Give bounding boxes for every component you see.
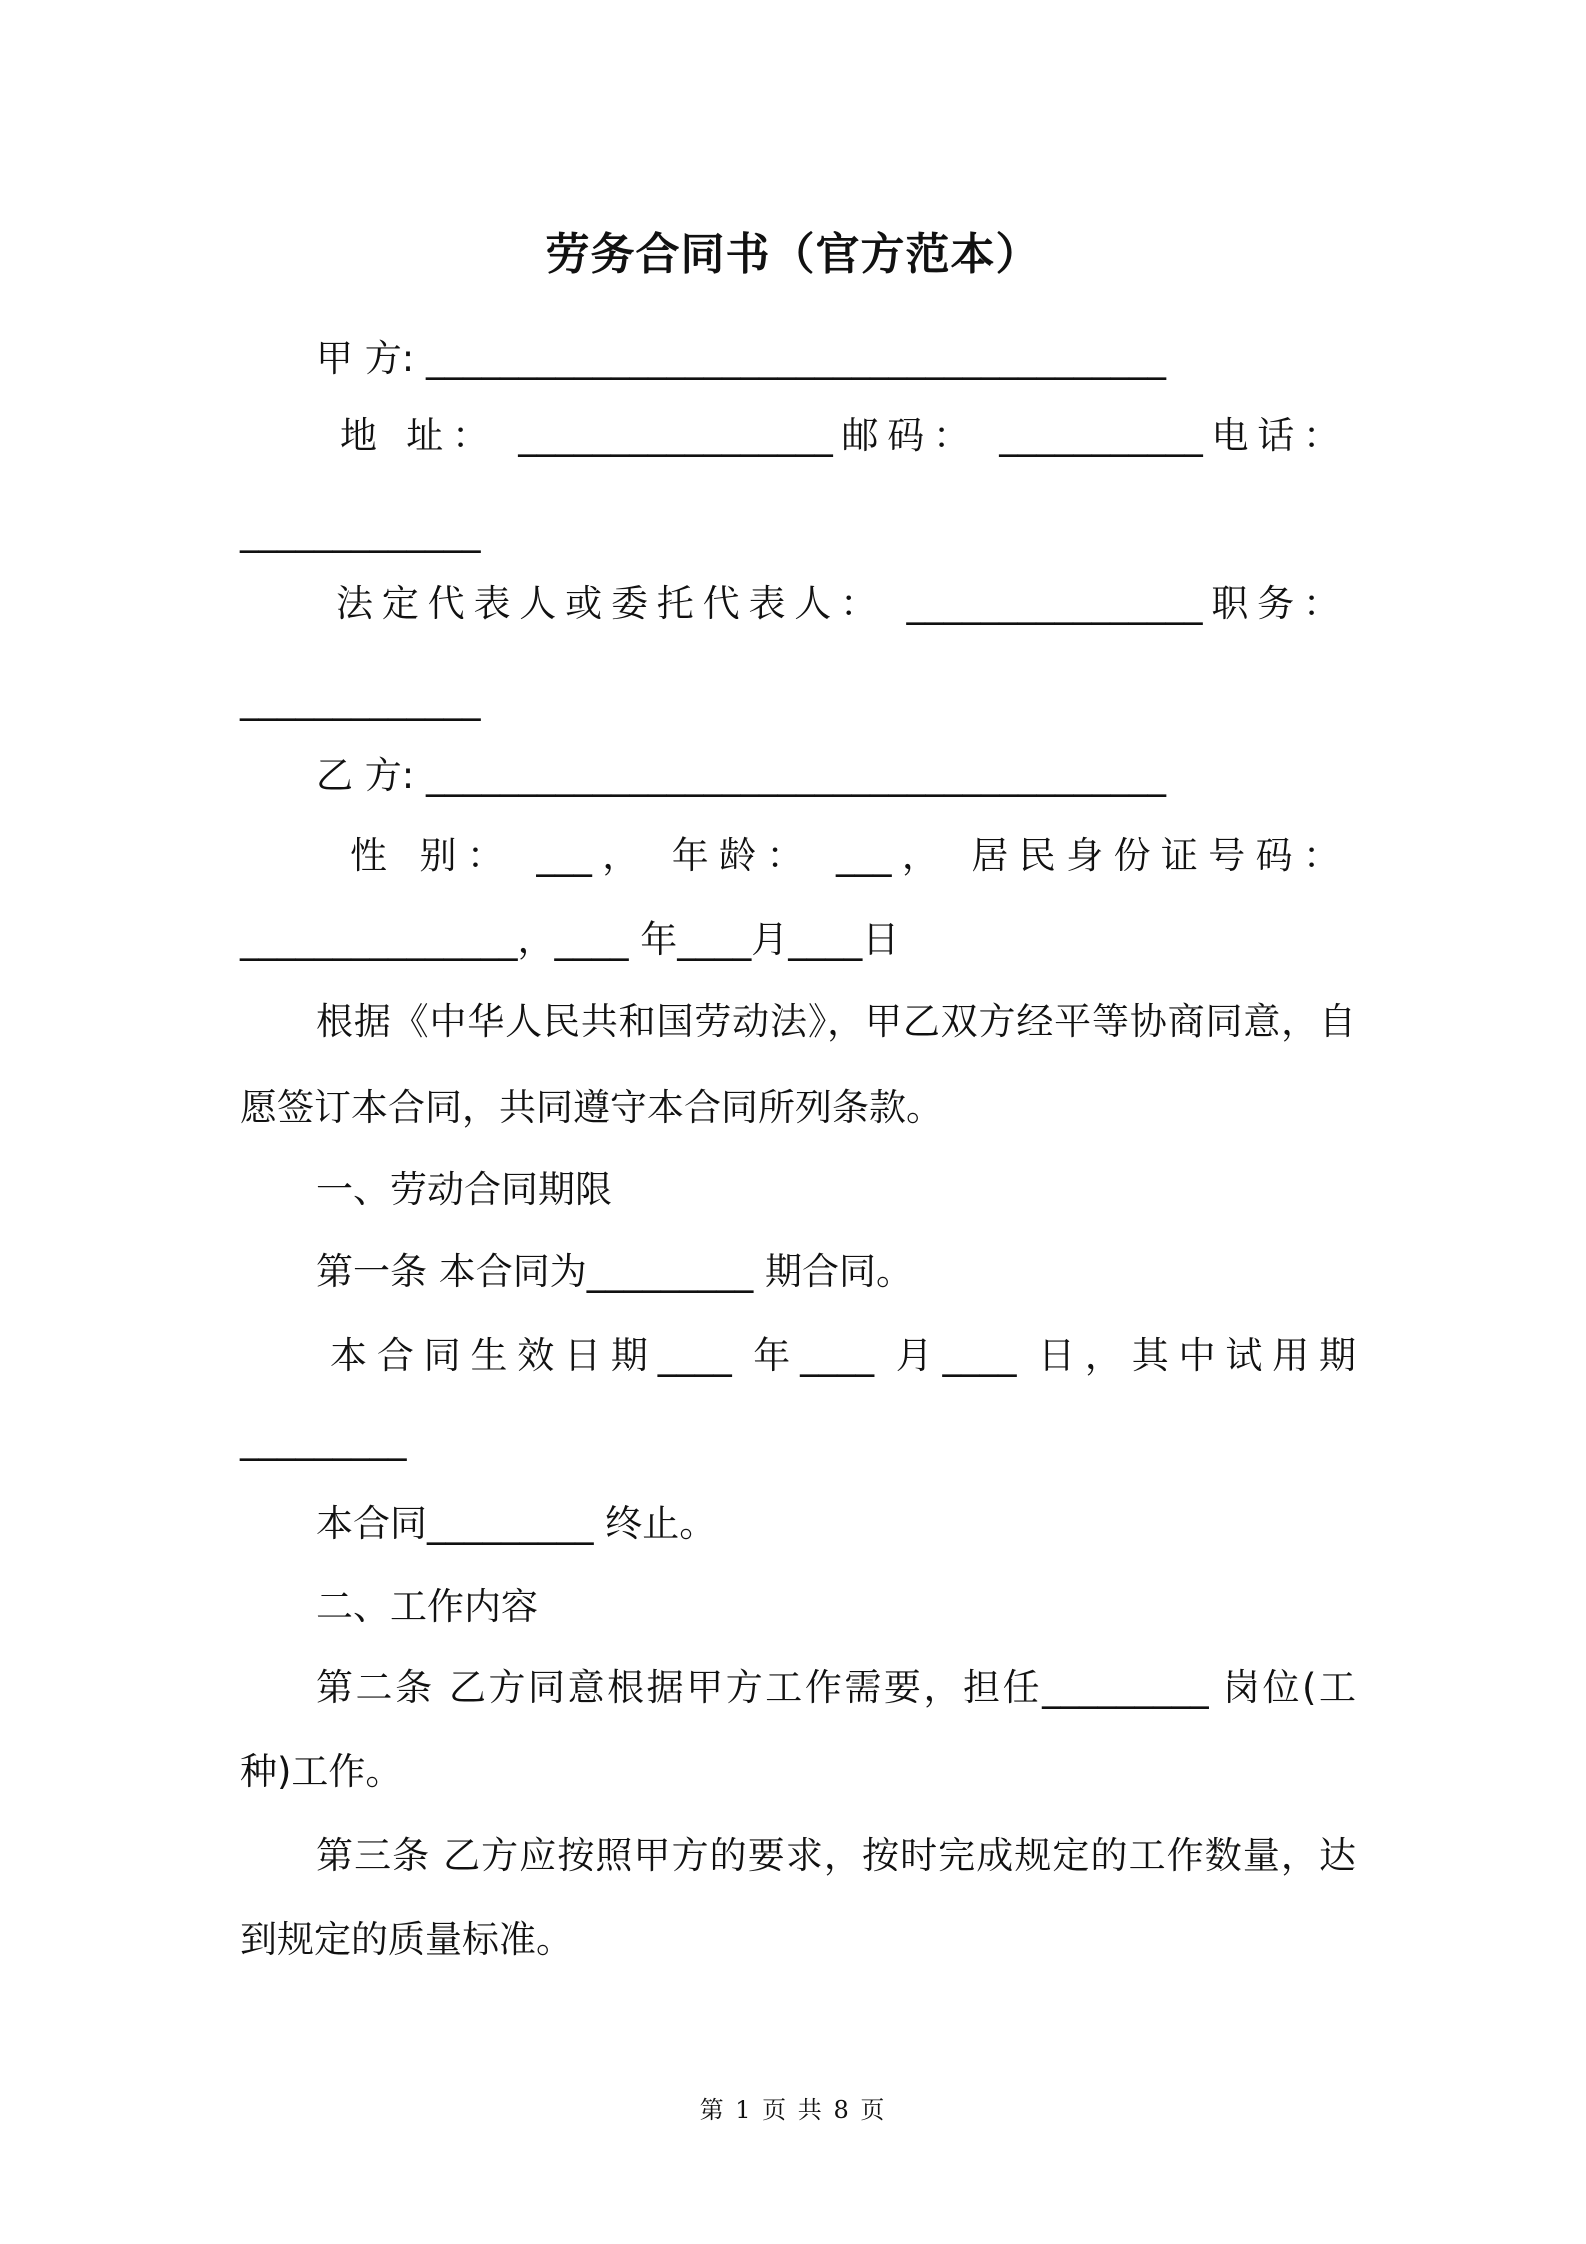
termination-line: 本合同_________ 终止。 [316,1502,717,1545]
position-blank: _____________ [240,678,481,721]
party-b-info-line: 性 别： ___， 年龄： ___， 居民身份证号码： [350,834,1340,877]
party-b-line: 乙 方: ________________________________________ [316,754,1166,797]
effective-date-line: 本合同生效日期____ 年____ 月____ 日，其中试用期 [330,1334,1356,1377]
intro-paragraph-line-2: 愿签订本合同，共同遵守本合同所列条款。 [240,1086,943,1129]
probation-blank: _________ [240,1418,407,1461]
page-footer: 第 1 页 共 8 页 [699,2096,887,2124]
party-a-line: 甲 方: ________________________________________ [316,337,1166,380]
section-2-heading: 二、工作内容 [316,1585,538,1628]
party-a-phone-blank: _____________ [240,510,481,553]
article-2-line-1: 第二条 乙方同意根据甲方工作需要，担任_________ 岗位(工 [316,1666,1356,1709]
article-3-line-2: 到规定的质量标准。 [240,1918,573,1961]
document-title: 劳务合同书（官方范本） [545,229,1041,280]
legal-representative-line: 法定代表人或委托代表人： ________________职务： [336,582,1340,625]
article-1-line: 第一条 本合同为_________ 期合同。 [316,1250,914,1293]
intro-paragraph-line-1: 根据《中华人民共和国劳动法》，甲乙双方经平等协商同意，自 [316,1000,1356,1043]
article-2-line-2: 种)工作。 [240,1750,403,1793]
party-a-address-line: 地 址： _________________邮码： ___________电话： [340,414,1340,457]
id-number-date-line: _______________，____ 年____月____日 [240,918,900,961]
section-1-heading: 一、劳动合同期限 [316,1168,612,1211]
article-3-line-1: 第三条 乙方应按照甲方的要求，按时完成规定的工作数量，达 [316,1834,1356,1877]
